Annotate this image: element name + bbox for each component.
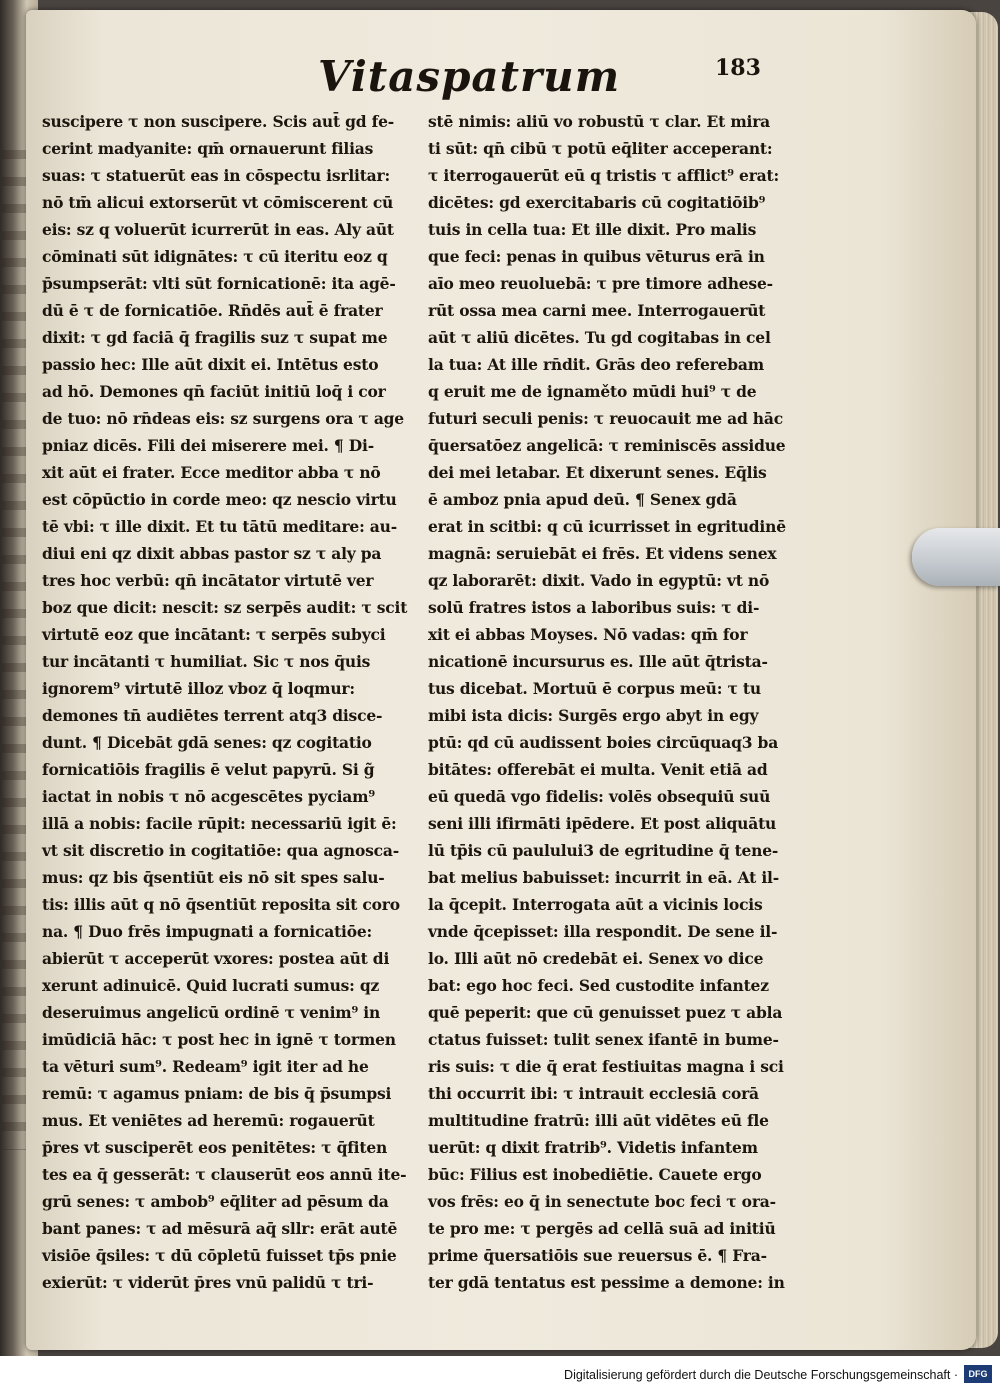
text-line: lo. Illi aūt nō credebāt ei. Senex vo dice — [428, 949, 764, 968]
text-line: dunt. ¶ Dicebāt gdā senes: qz cogitatio — [42, 733, 372, 752]
text-line: ignorem⁹ virtutē illoz vboz q̄ loqmur: — [42, 679, 355, 698]
text-line: fornicatiōis fragilis ē velut papyrū. Si g̃ — [42, 760, 375, 779]
page-clip — [912, 528, 1000, 586]
text-line: la q̄cepit. Interrogata aūt a vicinis locis — [428, 895, 763, 914]
text-line: tur incātanti τ humiliat. Sic τ nos q̄uis — [42, 652, 371, 671]
text-line: aīo meo reuoluebā: τ pre timore adhese- — [428, 274, 773, 293]
text-line: na. ¶ Duo frēs impugnati a fornicatiōe: — [42, 922, 373, 941]
text-line: p̄sumpserāt: vlti sūt fornicationē: ita agē- — [42, 274, 396, 293]
text-line: ē amboz pnia apud deū. ¶ Senex gdā — [428, 490, 737, 509]
text-line: vnde q̄cepisset: illa respondit. De sene il- — [428, 922, 778, 941]
text-line: xerunt adinuicē. Quid lucrati sumus: qz — [42, 976, 380, 995]
text-line: eis: sz q voluerūt icurrerūt in eas. Aly aūt — [42, 220, 394, 239]
text-line: tē vbi: τ ille dixit. Et tu tātū meditare: au- — [42, 517, 397, 536]
text-line: tis: illis aūt q nō q̄sentiūt reposita sit coro — [42, 895, 400, 914]
text-line: que feci: penas in quibus vēturus erā in — [428, 247, 765, 266]
text-line: boz que dicit: nescit: sz serpēs audit: τ scit — [42, 598, 408, 617]
text-line: p̄res vt susciperēt eos penitētes: τ q̄fiten — [42, 1138, 388, 1157]
text-line: tus dicebat. Mortuū ē corpus meū: τ tu — [428, 679, 761, 698]
text-line: ter gdā tentatus est pessime a demone: in — [428, 1273, 785, 1292]
footer-bar — [0, 1356, 1000, 1391]
text-line: vt sit discretio in cogitatiōe: qua agnosca- — [42, 841, 399, 860]
text-line: qz laborarēt: dixit. Vado in egyptū: vt nō — [428, 571, 770, 590]
text-line: rūt ossa mea carni mee. Interrogauerūt — [428, 301, 766, 320]
text-line: mus. Et veniētes ad heremū: rogauerūt — [42, 1111, 375, 1130]
text-line: demones tn̄ audiētes terrent atq3 disce- — [42, 706, 383, 725]
text-line: solū fratres istos a laboribus suis: τ di- — [428, 598, 760, 617]
text-line: thi occurrit ibi: τ intrauit ecclesiā corā — [428, 1084, 759, 1103]
text-line: nicationē incursurus es. Ille aūt q̄trista- — [428, 652, 768, 671]
text-line: erat in scitbi: q cū icurrisset in egritudinē — [428, 517, 786, 536]
text-line: ris suis: τ die q̄ erat festiuitas magna i sci — [428, 1057, 784, 1076]
text-column-right — [428, 108, 798, 1296]
text-line: eū quedā vgo fidelis: volēs obsequiū suū — [428, 787, 771, 806]
text-line: illā a nobis: facile rūpit: necessariū igit ē: — [42, 814, 397, 833]
text-line: tres hoc verbū: qn̄ incātator virtutē ver — [42, 571, 374, 590]
text-column-left — [42, 108, 437, 1296]
text-line: dixit: τ gd faciā q̄ fragilis suz τ supat me — [42, 328, 388, 347]
running-title: Vitaspatrum — [318, 52, 621, 101]
text-line: exierūt: τ viderūt p̄res vnū palidū τ tri- — [42, 1273, 374, 1292]
text-line: de tuo: nō rn̄deas eis: sz surgens ora τ age — [42, 409, 404, 428]
text-line: diui eni qz dixit abbas pastor sz τ aly pa — [42, 544, 382, 563]
text-line: xit ei abbas Moyses. Nō vadas: qm̄ for — [428, 625, 748, 644]
text-line: pniaz dicēs. Fili dei miserere mei. ¶ Di- — [42, 436, 374, 455]
text-line: suas: τ statuerūt eas in cōspectu isrlitar: — [42, 166, 391, 185]
text-line: imūdiciā hāc: τ post hec in ignē τ tormen — [42, 1030, 396, 1049]
text-line: remū: τ agamus pniam: de bis q̄ p̄sumpsi — [42, 1084, 392, 1103]
text-line: passio hec: Ille aūt dixit ei. Intētus esto — [42, 355, 379, 374]
text-line: ti sūt: qn̄ cibū τ potū eq̄liter acceperant: — [428, 139, 773, 158]
text-line: quē peperit: que cū genuisset puez τ abla — [428, 1003, 783, 1022]
text-line: xit aūt ei frater. Ecce meditor abba τ nō — [42, 463, 381, 482]
text-line: vos frēs: eo q̄ in senectute boc feci τ ora- — [428, 1192, 776, 1211]
text-line: abierūt τ acceperūt vxores: postea aūt di — [42, 949, 390, 968]
text-line: seni illi ifirmāti ipēdere. Et post aliquātu — [428, 814, 777, 833]
text-line: būc: Filius est inobediētie. Cauete ergo — [428, 1165, 762, 1184]
text-line: ctatus fuisset: tulit senex ifantē in bume- — [428, 1030, 779, 1049]
text-line: grū senes: τ ambob⁹ eq̄liter ad pēsum da — [42, 1192, 389, 1211]
text-line: cerint madyanite: qm̄ ornauerunt filias — [42, 139, 374, 158]
text-line: ptū: qd cū audissent boies circūquaq3 ba — [428, 733, 779, 752]
text-line: te pro me: τ pergēs ad cellā suā ad initiū — [428, 1219, 776, 1238]
text-line: q̄uersatōez angelicā: τ reminiscēs assidue — [428, 436, 786, 455]
text-line: cōminati sūt idignātes: τ cū iteritu eoz q — [42, 247, 388, 266]
text-line: ta vēturi sum⁹. Redeam⁹ igit iter ad he — [42, 1057, 369, 1076]
text-line: bat melius babuisset: incurrit in eā. At il- — [428, 868, 779, 887]
text-line: lū tp̄is cū paulului3 de egritudine q̄ tene- — [428, 841, 779, 860]
text-line: uerūt: q dixit fratrib⁹. Videtis infantem — [428, 1138, 758, 1157]
text-line: magnā: seruiebāt ei frēs. Et videns senex — [428, 544, 777, 563]
text-line: aūt τ aliū dicētes. Tu gd cogitabas in cel — [428, 328, 771, 347]
text-line: prime q̄uersatiōis sue reuersus ē. ¶ Fra- — [428, 1246, 767, 1265]
text-line: mibi ista dicis: Surgēs ergo abyt in egy — [428, 706, 759, 725]
dfg-logo: DFG — [964, 1365, 992, 1383]
text-line: multitudine fratrū: illi aūt vidētes eū fle — [428, 1111, 769, 1130]
text-line: est cōpūctio in corde meo: qz nescio virtu — [42, 490, 397, 509]
text-line: q eruit me de ignaměto mūdi hui⁹ τ de — [428, 382, 757, 401]
text-line: stē nimis: aliū vo robustū τ clar. Et mira — [428, 112, 771, 131]
text-line: ad hō. Demones qn̄ faciūt initiū loq̄ i cor — [42, 382, 386, 401]
text-line: deseruimus angelicū ordinē τ venim⁹ in — [42, 1003, 381, 1022]
text-line: tuis in cella tua: Et ille dixit. Pro malis — [428, 220, 757, 239]
text-line: visiōe q̄siles: τ dū cōpletū fuisset tp̄s pnie — [42, 1246, 397, 1265]
footer-credit: Digitalisierung gefördert durch die Deutsche Forschungsgemeinschaft · — [564, 1368, 958, 1382]
text-line: bitātes: offerebāt ei multa. Venit etiā ad — [428, 760, 768, 779]
text-line: tes ea q̄ gesserāt: τ clauserūt eos annū ite- — [42, 1165, 407, 1184]
text-line: la tua: At ille rn̄dit. Grās deo referebam — [428, 355, 764, 374]
text-line: bat: ego hoc feci. Sed custodite infantez — [428, 976, 769, 995]
text-line: suscipere τ non suscipere. Scis aut̄ gd fe- — [42, 112, 394, 131]
text-line: futuri seculi penis: τ reuocauit me ad hāc — [428, 409, 783, 428]
text-line: nō tm̄ alicui extorserūt vt cōmiscerent cū — [42, 193, 394, 212]
folio-number: 183 — [715, 55, 761, 81]
text-line: virtutē eoz que incātant: τ serpēs subyci — [42, 625, 386, 644]
text-line: dū ē τ de fornicatiōe. Rn̄dēs aut̄ ē frater — [42, 301, 383, 320]
text-line: τ iterrogauerūt eū q tristis τ afflict⁹ erat: — [428, 166, 779, 185]
text-line: iactat in nobis τ nō acgescētes pyciam⁹ — [42, 787, 375, 806]
text-line: dei mei letabar. Et dixerunt senes. Eq̄lis — [428, 463, 767, 482]
text-line: bant panes: τ ad mēsurā aq̄ sllr: erāt autē — [42, 1219, 398, 1238]
text-line: dicētes: gd exercitabaris cū cogitatiōib⁹ — [428, 193, 766, 212]
text-line: mus: qz bis q̄sentiūt eis nō sit spes salu- — [42, 868, 385, 887]
